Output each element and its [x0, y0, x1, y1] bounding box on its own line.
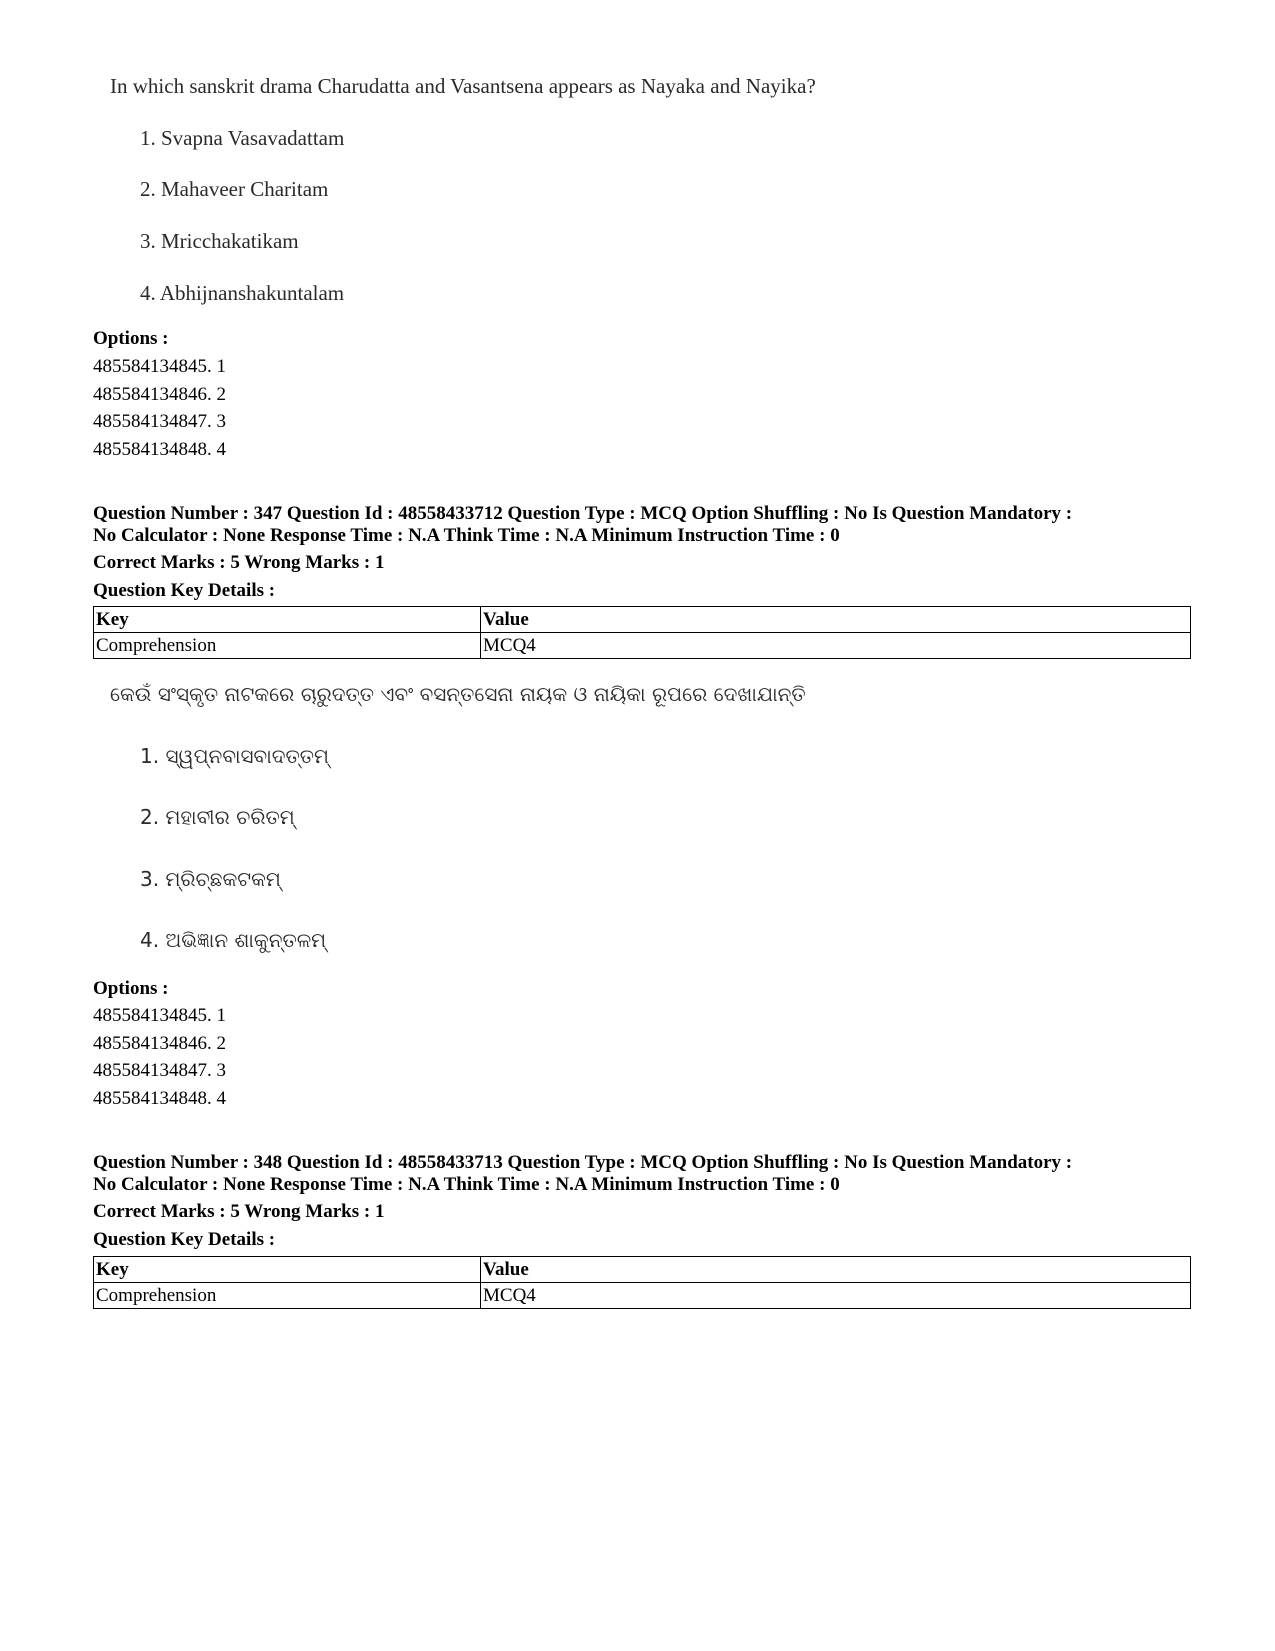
key-details-heading: Question Key Details : — [93, 1229, 276, 1250]
option-line: 485584134846. 2 — [93, 384, 226, 405]
question-image-english — [110, 74, 1010, 314]
choice-4: 4. ଅଭିଜ୍ଞାନ ଶାକୁନ୍ତଳମ୍ — [140, 928, 327, 952]
key-details-table — [93, 606, 1191, 659]
option-line: 485584134845. 1 — [93, 356, 226, 377]
choice-2: 2. Mahaveer Charitam — [140, 177, 329, 201]
question-meta-line2: No Calculator : None Response Time : N.A Think Time : N.A Minimum Instruction Time : 0 — [93, 525, 840, 546]
choice-3: 3. Mricchakatikam — [140, 229, 299, 253]
table-header-value: Value — [481, 607, 1191, 633]
choice-3: 3. ମ୍ରିଚ୍ଛକଟକମ୍ — [140, 867, 281, 891]
choice-2: 2. ମହାବୀର ଚରିତମ୍ — [140, 805, 295, 829]
option-line: 485584134845. 1 — [93, 1005, 226, 1026]
option-line: 485584134847. 3 — [93, 411, 226, 432]
question-stem: କେଉଁ ସଂସ୍କୃତ ନାଟକରେ ଚାରୁଦତ୍ତ ଏବଂ ବସନ୍ତସେନା ନାୟକ ଓ ନାୟିକା ରୂପରେ ଦେଖାଯାନ୍ତି — [110, 682, 806, 706]
key-details-table — [93, 1256, 1191, 1309]
table-cell-key: Comprehension — [94, 1283, 481, 1309]
choice-4: 4. Abhijnanshakuntalam — [140, 281, 345, 305]
table-header-key: Key — [94, 1257, 481, 1283]
option-line: 485584134847. 3 — [93, 1060, 226, 1081]
table-cell-key: Comprehension — [94, 633, 481, 659]
options-heading: Options : — [93, 328, 169, 349]
choice-1: 1. Svapna Vasavadattam — [140, 126, 345, 150]
key-details-heading: Question Key Details : — [93, 580, 276, 601]
table-row — [94, 633, 1191, 659]
table-header-key: Key — [94, 607, 481, 633]
table-header-value: Value — [481, 1257, 1191, 1283]
question-meta-line2: No Calculator : None Response Time : N.A Think Time : N.A Minimum Instruction Time : 0 — [93, 1174, 840, 1195]
marks-line: Correct Marks : 5 Wrong Marks : 1 — [93, 552, 385, 573]
option-line: 485584134848. 4 — [93, 1088, 226, 1109]
option-line: 485584134848. 4 — [93, 439, 226, 460]
question-meta-line1: Question Number : 348 Question Id : 48558433713 Question Type : MCQ Option Shuffling : No Is Question Mandatory : — [93, 1152, 1073, 1173]
options-heading: Options : — [93, 978, 169, 999]
table-cell-value: MCQ4 — [481, 633, 1191, 659]
option-line: 485584134846. 2 — [93, 1033, 226, 1054]
marks-line: Correct Marks : 5 Wrong Marks : 1 — [93, 1201, 385, 1222]
choice-1: 1. ସ୍ୱପ୍ନବାସବାଦତ୍ତମ୍ — [140, 744, 329, 768]
table-row — [94, 1283, 1191, 1309]
table-header-row — [94, 1257, 1191, 1283]
question-meta-line1: Question Number : 347 Question Id : 48558433712 Question Type : MCQ Option Shuffling : No Is Question Mandatory : — [93, 503, 1073, 524]
table-header-row — [94, 607, 1191, 633]
question-stem: In which sanskrit drama Charudatta and Vasantsena appears as Nayaka and Nayika? — [110, 74, 816, 98]
question-image-odia — [110, 682, 1010, 962]
table-cell-value: MCQ4 — [481, 1283, 1191, 1309]
